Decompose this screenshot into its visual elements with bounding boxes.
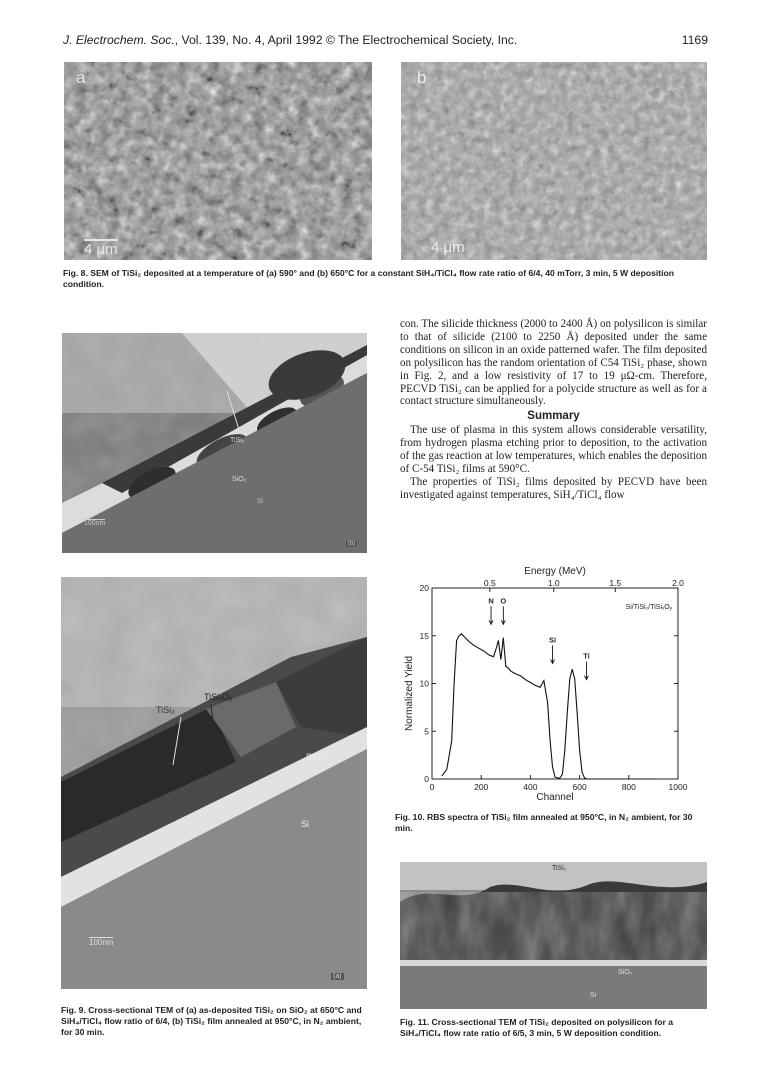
energy-tick-label: 2.0 xyxy=(672,578,684,588)
fig9-bottom-label-tisixoy: TiSiₓOᵧ xyxy=(204,692,233,702)
fig10-caption: Fig. 10. RBS spectra of TiSi₂ film annealed at 950°C, in N₂ ambient, for 30 min. xyxy=(395,812,693,833)
energy-tick-label: 1.0 xyxy=(547,578,560,588)
fig9-top-label-si: Si xyxy=(257,498,264,505)
fig9-top-panel: (b) xyxy=(348,541,356,547)
energy-tick-label: 0.5 xyxy=(483,578,496,588)
fig9-tem-image-top xyxy=(62,333,367,553)
fig9-bottom-panel: (a) xyxy=(333,973,342,980)
fig9-caption: Fig. 9. Cross-sectional TEM of (a) as-deposited TiSi₂ on SiO₂ at 650°C and SiH₄/TiCl₄ flow ratio of 6/4, (b) TiSi₂ film annealed at 950°C, in N₂ ambient, for 30 min. xyxy=(61,1005,362,1037)
fig11-tem-image xyxy=(400,862,707,1009)
annotation-n: N xyxy=(488,596,494,606)
running-header xyxy=(63,33,708,47)
citation: , Vol. 139, No. 4, April 1992 © The Electrochemical Society, Inc. xyxy=(174,33,518,47)
y-tick-label: 0 xyxy=(424,774,429,784)
rbs-spectrum-line xyxy=(442,634,654,779)
fig9-top-label-tisi2: TiSi₂ xyxy=(230,437,245,444)
y-tick-label: 10 xyxy=(419,678,429,689)
fig8-caption: Fig. 8. SEM of TiSi₂ deposited at a temperature of (a) 590° and (b) 650°C for a constant SiH₄/TiCl₄ flow rate ratio of 6/4, 40 mTorr, 3 min, 5 W deposition condition. xyxy=(63,268,675,289)
x-tick-label: 0 xyxy=(429,782,435,792)
plot-frame xyxy=(432,588,678,779)
fig8-sem-image-a xyxy=(64,62,372,260)
fig8-sem-image-b xyxy=(401,62,707,260)
body-text xyxy=(400,318,707,502)
fig11-label-sio2: SiO₂ xyxy=(618,969,633,976)
fig9-top-scale: 100nm xyxy=(84,520,106,527)
fig8-panel-b-label: b xyxy=(417,68,427,87)
energy-axis-title: Energy (MeV) xyxy=(524,566,586,577)
fig11-label-tisi2: TiSi₂ xyxy=(552,865,567,872)
fig9-bottom-label-sio2: SiO₂ xyxy=(306,752,325,762)
summary-paragraph-1: The use of plasma in this system allows considerable versatility, from hydrogen plasma etching prior to deposition, to the activation of the gas reaction at low temperatures, which enables the deposition of C-54 TiSi₂ films at 590°C. xyxy=(400,424,707,475)
summary-heading: Summary xyxy=(527,410,580,423)
y-tick-label: 20 xyxy=(419,583,429,593)
fig11-caption: Fig. 11. Cross-sectional TEM of TiSi₂ deposited on polysilicon for a SiH₄/TiCl₄ flow rate ratio of 6/5, 3 min, 5 W deposition condition. xyxy=(400,1017,673,1038)
annotation-ti: Ti xyxy=(583,651,590,661)
energy-tick-label: 1.5 xyxy=(609,578,622,588)
x-tick-label: 600 xyxy=(572,782,587,792)
journal-name: J. Electrochem. Soc. xyxy=(63,33,175,47)
annotation-si: Si xyxy=(548,635,557,645)
x-tick-label: 1000 xyxy=(668,782,688,792)
fig8-panel-a-label: a xyxy=(76,68,86,87)
fig9-tem-image-bottom xyxy=(61,577,367,989)
fig9-bottom-label-si: Si xyxy=(301,819,310,829)
sample-label: Si/TiSi₂/TiSiₓOᵧ xyxy=(625,604,672,612)
fig11-label-si: Si xyxy=(590,992,597,999)
y-axis-title: Normalized Yield xyxy=(404,655,415,732)
fig9-top-label-sio2: SiO₂ xyxy=(232,476,247,483)
paragraph-continuation: con. The silicide thickness (2000 to 2400 Å) on polysilicon is similar to that of silicide (2100 to 2250 Å) deposited under the same conditions on silicon in an oxide patterned wafer. The film deposited on polysilicon has the random orientation of C54 TiSi₂ phase, shown in Fig. 2, and a low resistivity of 17 to 19 μΩ-cm. Therefore, PECVD TiSi₂ can be applied for a polycide structure as well as for a contact structure simultaneously. xyxy=(400,318,707,408)
fig8-scale-a: 4 μm xyxy=(84,241,118,258)
annotation-o: O xyxy=(500,596,507,606)
x-tick-label: 400 xyxy=(523,782,538,792)
summary-paragraph-2: The properties of TiSi₂ films deposited by PECVD have been investigated against temperatures, SiH₄/TiCl₄ flow xyxy=(400,475,707,501)
y-tick-label: 5 xyxy=(424,726,429,737)
fig9-bottom-scale: 100nm xyxy=(89,938,114,947)
fig8-scale-b: 4 μm xyxy=(431,239,465,256)
x-tick-label: 800 xyxy=(621,782,636,792)
page-number: 1169 xyxy=(681,33,708,47)
x-tick-label: 200 xyxy=(474,782,489,792)
fig10-rbs-chart xyxy=(392,560,712,806)
fig9-bottom-label-tisi2: TiSi₂ xyxy=(156,705,175,715)
y-tick-label: 15 xyxy=(419,630,429,641)
x-axis-title: Channel xyxy=(536,792,574,803)
